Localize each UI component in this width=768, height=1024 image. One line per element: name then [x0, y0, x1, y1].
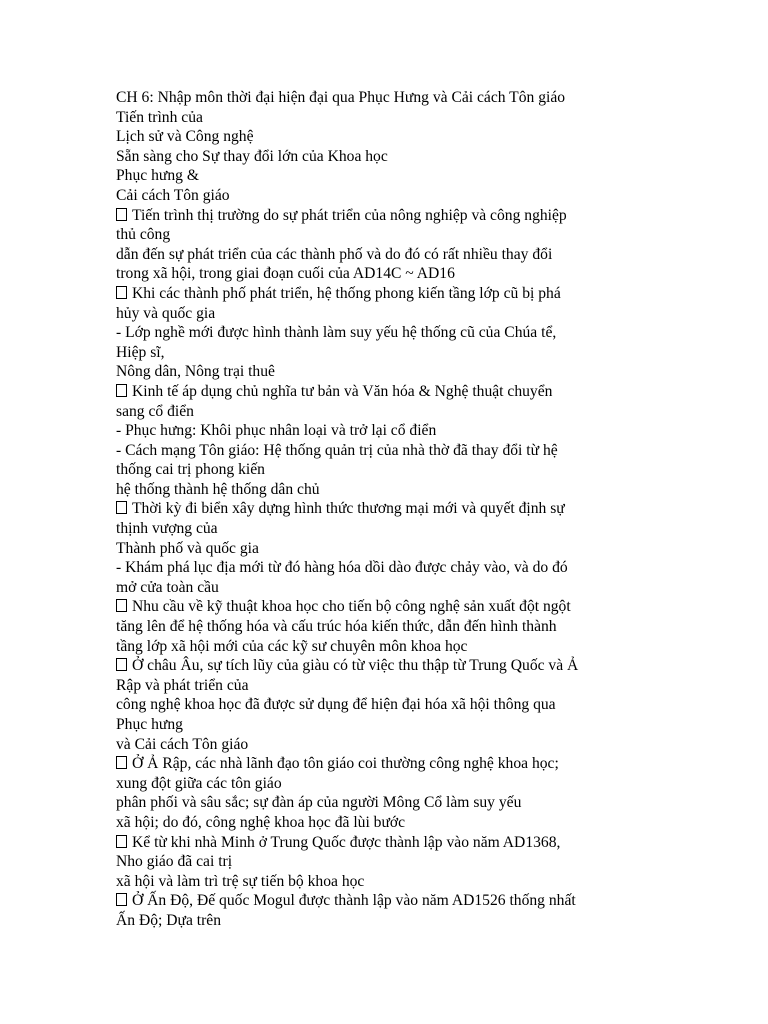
text-line: và Cải cách Tôn giáo [116, 735, 249, 753]
bullet-line [116, 206, 656, 226]
document-body [116, 88, 656, 931]
text-line: Thành phố và quốc gia [116, 539, 259, 557]
text-line: phân phối và sâu sắc; sự đàn áp của người Mông Cổ làm suy yếu [116, 794, 522, 812]
text-line: Kinh tế áp dụng chủ nghĩa tư bản và Văn hóa & Nghệ thuật chuyển [132, 382, 553, 400]
text-line: Ấn Độ; Dựa trên [116, 911, 222, 929]
text-line: - Phục hưng: Khôi phục nhân loại và trở lại cổ điển [116, 422, 437, 440]
text-line: thống cai trị phong kiến [116, 461, 265, 479]
text-line: Phục hưng [116, 716, 183, 733]
text-line: Thời kỳ đi biển xây dựng hình thức thương mại mới và quyết định sự [132, 500, 565, 518]
bullet-box-icon [116, 384, 127, 397]
heading-line: Lịch sử và Công nghệ [116, 128, 254, 146]
text-line: Ở Ấn Độ, Đế quốc Mogul được thành lập vào năm AD1526 thống nhất [132, 892, 576, 910]
text-line: xung đột giữa các tôn giáo [116, 774, 282, 792]
text-line: Nông dân, Nông trại thuê [116, 363, 275, 381]
text-line: thủ công [116, 226, 171, 244]
text-line: tăng lên để hệ thống hóa và cấu trúc hóa kiến thức, dẫn đến hình thành [116, 618, 557, 636]
text-line: - Khám phá lục địa mới từ đó hàng hóa dồi dào được chảy vào, và do đó [116, 559, 568, 577]
text-line: Ở Ả Rập, các nhà lãnh đạo tôn giáo coi thường công nghệ khoa học; [132, 755, 559, 773]
text-line: xã hội; do đó, công nghệ khoa học đã lùi bước [116, 813, 406, 831]
text-line: Rập và phát triển của [116, 676, 249, 694]
heading-line: Cải cách Tôn giáo [116, 186, 230, 204]
bullet-line [116, 499, 656, 519]
bullet-line [116, 284, 656, 304]
bullet-line [116, 656, 656, 676]
text-line: thịnh vượng của [116, 520, 218, 538]
bullet-line [116, 833, 656, 853]
text-line: sang cổ điển [116, 402, 194, 420]
bullet-box-icon [116, 208, 127, 221]
text-line: xã hội và làm trì trệ sự tiến bộ khoa học [116, 872, 365, 890]
text-line: tầng lớp xã hội mới của các kỹ sư chuyên môn khoa học [116, 637, 468, 655]
bullet-box-icon [116, 658, 127, 671]
text-line: hệ thống thành hệ thống dân chủ [116, 480, 320, 498]
bullet-box-icon [116, 893, 127, 906]
bullet-line [116, 754, 656, 774]
text-line: Ở châu Âu, sự tích lũy của giàu có từ việc thu thập từ Trung Quốc và Ả [132, 657, 579, 675]
text-line: mở cửa toàn cầu [116, 578, 219, 596]
bullet-box-icon [116, 286, 127, 299]
text-line: công nghệ khoa học đã được sử dụng để hiện đại hóa xã hội thông qua [116, 696, 556, 714]
text-line: Kể từ khi nhà Minh ở Trung Quốc được thành lập vào năm AD1368, [132, 833, 561, 851]
bullet-line [116, 597, 656, 617]
bullet-line [116, 382, 656, 402]
text-line: - Cách mạng Tôn giáo: Hệ thống quản trị của nhà thờ đã thay đổi từ hệ [116, 441, 558, 459]
text-line: - Lớp nghề mới được hình thành làm suy yếu hệ thống cũ của Chúa tể, [116, 324, 557, 342]
text-line: Nho giáo đã cai trị [116, 853, 233, 871]
text-line: Hiệp sĩ, [116, 343, 165, 361]
bullet-line [116, 891, 656, 911]
text-line: hủy và quốc gia [116, 304, 216, 322]
heading-line: Phục hưng & [116, 167, 199, 185]
bullet-box-icon [116, 599, 127, 612]
text-line: Nhu cầu về kỹ thuật khoa học cho tiến bộ công nghệ sản xuất đột ngột [132, 598, 571, 616]
bullet-box-icon [116, 501, 127, 514]
text-line: trong xã hội, trong giai đoạn cuối của AD14C ~ AD16 [116, 265, 455, 283]
heading-line: Tiến trình của [116, 108, 203, 126]
chapter-title: CH 6: Nhập môn thời đại hiện đại qua Phục Hưng và Cải cách Tôn giáo [116, 89, 566, 106]
bullet-box-icon [116, 756, 127, 769]
text-line: Khi các thành phố phát triển, hệ thống phong kiến tầng lớp cũ bị phá [132, 284, 561, 302]
text-line: dẫn đến sự phát triển của các thành phố và do đó có rất nhiều thay đổi [116, 245, 553, 263]
heading-line: Sẵn sàng cho Sự thay đổi lớn của Khoa học [116, 147, 388, 165]
bullet-box-icon [116, 835, 127, 848]
text-line: Tiến trình thị trường do sự phát triển của nông nghiệp và công nghiệp [132, 206, 567, 224]
